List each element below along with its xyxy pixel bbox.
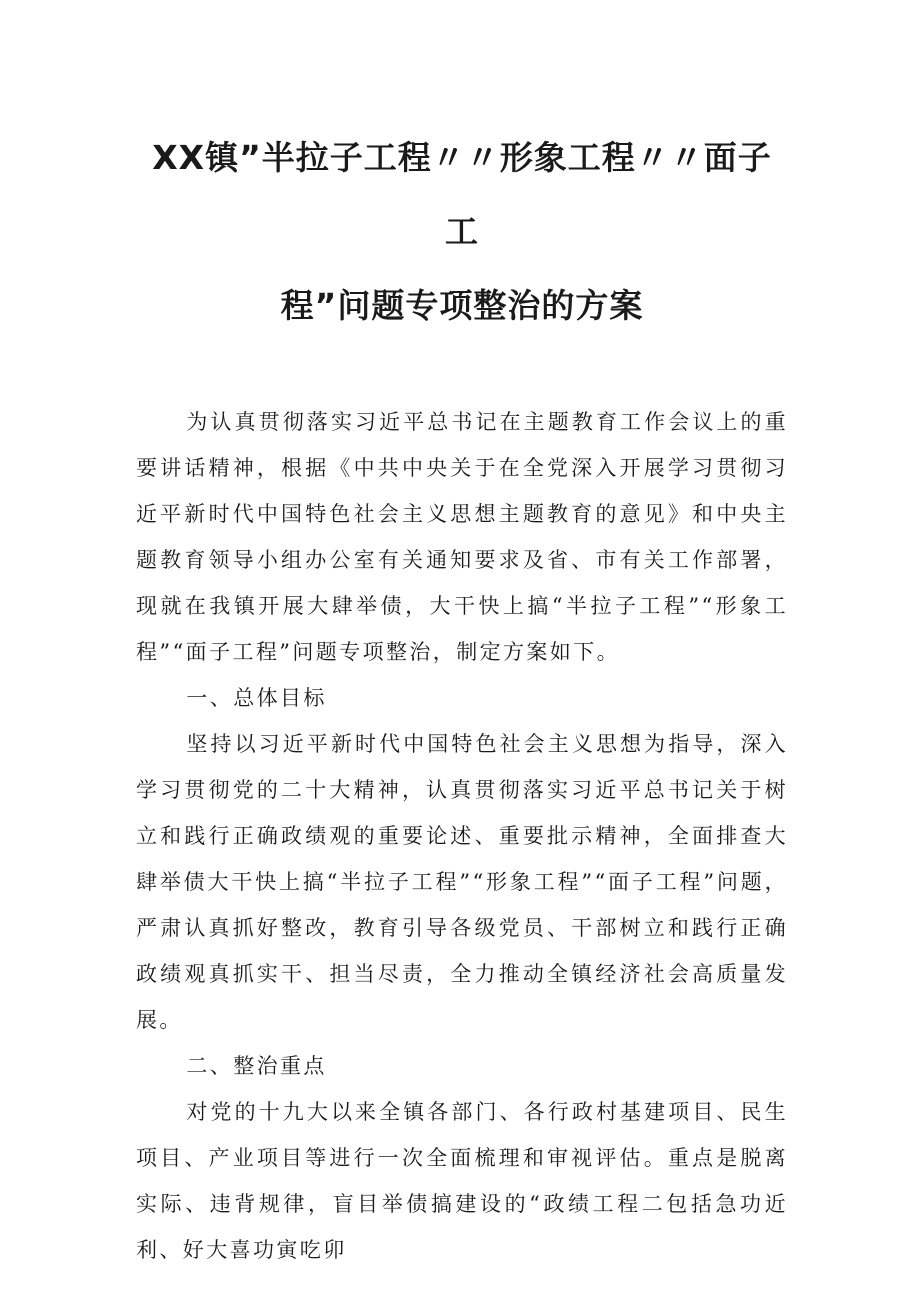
document-body <box>136 399 788 1273</box>
section-1-paragraph: 坚持以习近平新时代中国特色社会主义思想为指导，深入学习贯彻党的二十大精神，认真贯彻落实习近平总书记关于树立和践行正确政绩观的重要论述、重要批示精神，全面排查大肆举债大干快上搞“半拉子工程”“形象工程”“面子工程”问题，严肃认真抓好整改，教育引导各级党员、干部树立和践行正确政绩观真抓实干、担当尽责，全力推动全镇经济社会高质量发展。 <box>136 732 788 1032</box>
section-2-paragraph: 对党的十九大以来全镇各部门、各行政村基建项目、民生项目、产业项目等进行一次全面梳理和审视评估。重点是脱离实际、违背规律，盲目举债搞建设的“政绩工程二包括急功近利、好大喜功寅吃卯 <box>136 1100 788 1262</box>
intro-paragraph: 为认真贯彻落实习近平总书记在主题教育工作会议上的重要讲话精神，根据《中共中央关于在全党深入开展学习贯彻习近平新时代中国特色社会主义思想主题教育的意见》和中央主题教育领导小组办公室有关通知要求及省、市有关工作部署，现就在我镇开展大肆举债，大干快上搞“半拉子工程”“形象工程”“面子工程”问题专项整治，制定方案如下。 <box>136 410 788 664</box>
section-1-heading: 一、总体目标 <box>186 686 327 710</box>
title-line-2: 程”问题专项整治的方案 <box>280 286 644 325</box>
document-title <box>136 121 788 343</box>
title-line-1: XX镇”半拉子工程〃〃形象工程〃〃面子工 <box>152 138 772 251</box>
section-2-heading: 二、整治重点 <box>186 1054 327 1078</box>
